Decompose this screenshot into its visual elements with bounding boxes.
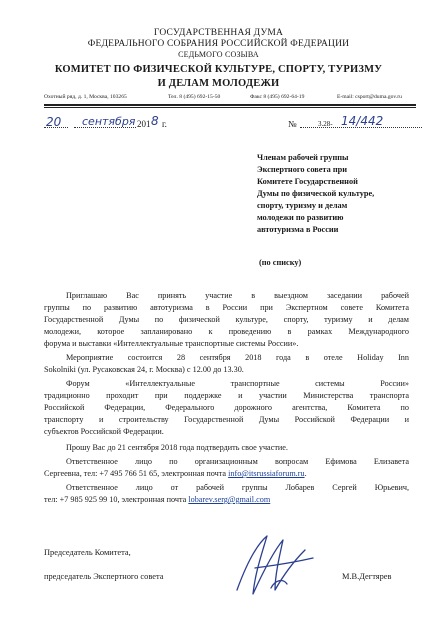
- contact-group-line2: [44, 494, 409, 506]
- signatory-title-line1: Председатель Комитета,: [44, 548, 131, 557]
- paragraph-event-line: Sokolniki (ул. Русаковская 24, г. Москва) с 12.00 до 13.30.: [44, 365, 244, 374]
- contact-group-line1: Ответственное лицо от рабочей группы Лобарев Сергей Юрьевич,: [66, 483, 409, 492]
- paragraph-invitation-line: молодежи, которое запланировано к проведению в рамках Международного: [44, 327, 409, 336]
- period: .: [304, 469, 307, 478]
- addressee-line: Думы по физической культуре,: [257, 189, 375, 198]
- paragraph-invitation-line: группы по развитию автотуризма в России при Экспертном совете Комитета: [44, 303, 409, 312]
- letterhead-duma: ГОСУДАРСТВЕННАЯ ДУМА: [153, 28, 284, 38]
- paragraph-invitation-line: Приглашаю Вас принять участие в выездном заседании рабочей: [66, 291, 409, 300]
- paragraph-forum-line: Форум «Интеллектуальные транспортные системы России»: [66, 379, 409, 388]
- paragraph-forum-line: транспорту и строительству Государственной Думы Российской Федерации и: [44, 415, 409, 424]
- signatory-title-line2: председатель Экспертного совета: [44, 572, 164, 581]
- number-prefix: 3.28-: [318, 120, 333, 128]
- committee-name-line2: И ДЕЛАМ МОЛОДЕЖИ: [157, 78, 280, 89]
- committee-name-line1: КОМИТЕТ ПО ФИЗИЧЕСКОЙ КУЛЬТУРЕ, СПОРТУ, ТУРИЗМУ: [54, 64, 383, 75]
- contact-group-text: тел: +7 985 925 99 10, электронная почта: [44, 495, 187, 504]
- paragraph-confirm: Прошу Вас до 21 сентября 2018 года подтвердить свое участие.: [66, 443, 288, 452]
- email-text: E-mail: csport@duma.gov.ru: [337, 94, 402, 100]
- year-suffix: г.: [162, 119, 167, 129]
- handwritten-day: 20: [46, 115, 62, 129]
- month-dotted-line: [74, 127, 136, 128]
- addressee-block: [257, 152, 422, 236]
- letterhead-assembly: ФЕДЕРАЛЬНОГО СОБРАНИЯ РОССИЙСКОЙ ФЕДЕРАЦИИ: [87, 39, 350, 49]
- paragraph-forum-line: субъектов Российской Федерации.: [44, 427, 164, 436]
- organizer-email-link[interactable]: info@itsrussiaforum.ru: [228, 469, 305, 478]
- year-prefix: 201: [137, 119, 151, 129]
- header-rule-thin: [44, 107, 416, 108]
- contacts-line: [44, 94, 414, 103]
- addressee-line: Членам рабочей группы: [257, 153, 349, 162]
- paragraph-event-line: Мероприятие состоится 28 сентября 2018 года в отеле Holiday Inn: [66, 353, 409, 362]
- number-label: №: [288, 119, 297, 129]
- addressee-line: Экспертного совета при: [257, 165, 348, 174]
- addressee-line: автотуризма в России: [257, 225, 339, 234]
- handwritten-year-digit: 8: [151, 114, 159, 128]
- day-dotted-line: [44, 127, 68, 128]
- signatory-name: М.В.Дегтярев: [342, 572, 392, 581]
- addressee-line: молодежи по развитию: [257, 213, 344, 222]
- phone-text: Тел. 8 (495) 692-15-50: [168, 94, 221, 100]
- letterhead-convocation: СЕДЬМОГО СОЗЫВА: [178, 50, 259, 59]
- paragraph-invitation-line: Государственной Думы по физической культуре, спорту, туризму и делам: [44, 315, 409, 324]
- address-text: Охотный ряд, д. 1, Москва, 103265: [44, 94, 127, 100]
- addressee-line: Комитете Государственной: [257, 177, 358, 186]
- paragraph-invitation-line: форума и выставки «Интеллектуальные транспортные системы России».: [44, 339, 299, 348]
- contact-organizer-line1: Ответственное лицо по организационным вопросам Ефимова Елизавета: [66, 457, 409, 466]
- paragraph-forum-line: традиционно проходит при поддержке и участии Министерства транспорта: [44, 391, 409, 400]
- date-number-row: [44, 114, 424, 132]
- distribution-note: (по списку): [259, 258, 302, 267]
- header-rule: [44, 104, 416, 106]
- handwritten-month: сентября: [82, 115, 136, 128]
- fax-text: Факс 8 (495) 692-64-19: [250, 94, 305, 100]
- paragraph-forum-line: Российской Федерации, Федерального дорожного агентства, Комитета по: [44, 403, 409, 412]
- contact-organizer-text: Сергеевна, тел: +7 495 766 51 65, электронная почта: [44, 469, 227, 478]
- contact-organizer-line2: [44, 468, 409, 480]
- handwritten-number: 14/442: [341, 114, 384, 128]
- addressee-line: спорту, туризму и делам: [257, 201, 348, 210]
- handwritten-signature: [225, 528, 320, 606]
- group-email-link[interactable]: lobarev.serg@gmail.com: [188, 495, 271, 504]
